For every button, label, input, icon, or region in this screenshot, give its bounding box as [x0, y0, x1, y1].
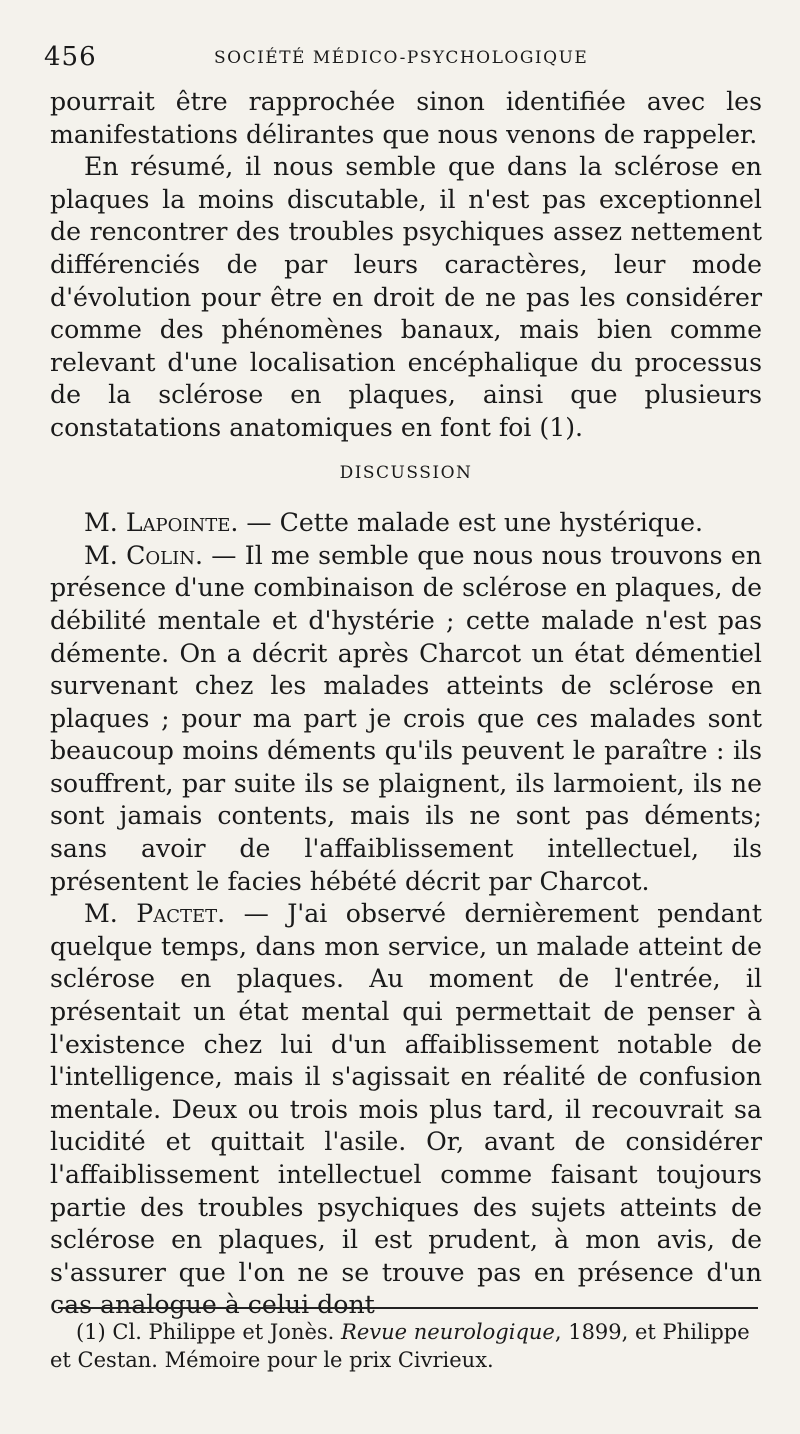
intervention-text: . — Cette malade est une hystérique.: [230, 508, 704, 538]
intervention-text: . — Il me semble que nous nous trouvons en présence d'une combinaison de sclérose en plaques, de débilité mentale et d'hystérie ; cette malade n'est pas démente. On a décrit après Charcot un état démentiel survenant chez les malades atteints de sclérose en plaques ; pour ma part je crois que ces malades sont beaucoup moins déments qu'ils peuvent le paraître : ils souffrent, par suite ils se plaignent, ils larmoient, ils ne sont jamais contents, mais ils ne sont pas déments; sans avoir de l'affaiblissement intellectuel, ils présentent le facies hébété décrit par Charcot.: [50, 540, 762, 896]
page-header: [44, 42, 764, 74]
discussion-heading: DISCUSSION: [339, 462, 473, 483]
paragraph-summary: En résumé, il nous semble que dans la sclérose en plaques la moins discutable, il n'est pas exceptionnel de rencontrer des troubles psychiques assez nettement différenciés de par leurs caractères, leur mode d'évolution pour être en droit de ne pas les considérer comme des phénomènes banaux, mais bien comme relevant d'une localisation encéphalique du processus de la sclérose en plaques, ainsi que plusieurs constatations anatomiques en font foi (1).: [50, 152, 762, 442]
footnote: [50, 1318, 762, 1374]
speaker-name: Pactet: [136, 899, 218, 929]
intervention-lapointe: [50, 507, 762, 540]
intervention-pactet: [50, 898, 762, 1322]
paragraph-continuation: pourrait être rapprochée sinon identifiée avec les manifestations délirantes que nous venons de rappeler.: [50, 87, 762, 149]
footnote-prefix: (1) Cl. Philippe et Jonès.: [76, 1320, 342, 1344]
footnote-journal: Revue neurologique: [341, 1320, 555, 1344]
speaker-name: Colin: [126, 540, 195, 570]
speaker-prefix: M.: [84, 540, 127, 570]
intervention-colin: [50, 540, 762, 899]
body-text: [50, 86, 762, 1322]
page-number: 456: [44, 42, 97, 72]
footnote-text: [50, 1318, 762, 1374]
speaker-prefix: M.: [84, 899, 137, 929]
running-head: SOCIÉTÉ MÉDICO-PSYCHOLOGIQUE: [214, 48, 589, 68]
footnote-suffix: , 1899, et Philippe et Cestan. Mémoire pour le prix Civrieux.: [50, 1320, 750, 1372]
intervention-text: . — J'ai observé dernièrement pendant quelque temps, dans mon service, un malade atteint de sclérose en plaques. Au moment de l'entrée, il présentait un état mental qui permettait de penser à l'existence chez lui d'un affaiblissement notable de l'intelligence, mais il s'agissait en réalité de confusion mentale. Deux ou trois mois plus tard, il recouvrait sa lucidité et quittait l'asile. Or, avant de considérer l'affaiblissement intellectuel comme faisant toujours partie des troubles psychiques des sujets atteints de sclérose en plaques, il est prudent, à mon avis, de s'assurer que l'on ne se trouve pas en présence d'un cas analogue à celui dont: [50, 899, 762, 1320]
speaker-prefix: M.: [84, 508, 126, 538]
footnote-rule: [58, 1307, 758, 1309]
speaker-name: Lapointe: [125, 508, 231, 538]
